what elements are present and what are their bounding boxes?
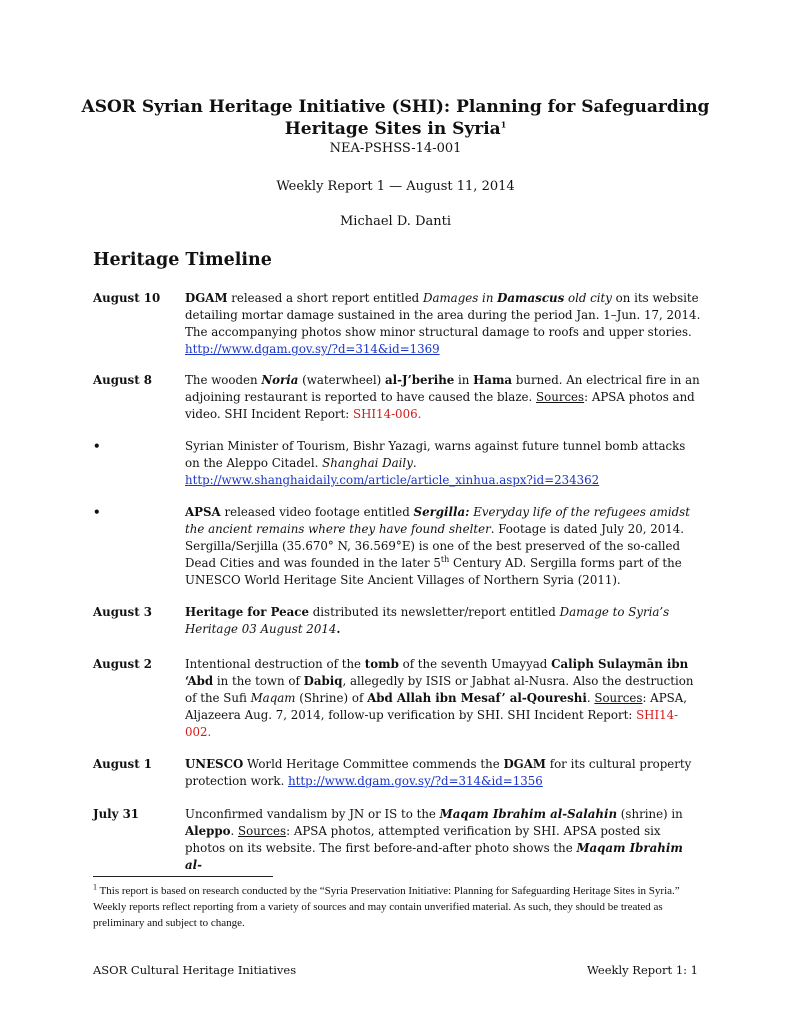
entry-text: Syrian Minister of Tourism, Bishr Yazagi, warns against future tunnel bomb attacks on the Aleppo Citadel. Shanghai Daily. http://www.shanghaidaily.com/article/article_xinhua.aspx?id=234362: [185, 439, 686, 487]
report-line: Weekly Report 1 — August 11, 2014: [276, 179, 515, 194]
entry-date: August 3: [93, 605, 152, 619]
entry-date: August 2: [93, 657, 152, 671]
grant-id: NEA-PSHSS-14-001: [329, 141, 462, 156]
entry-text: Heritage for Peace distributed its newsletter/report entitled Damage to Syria’s Heritage 03 August 2014.: [185, 605, 670, 636]
section-heading: Heritage Timeline: [93, 250, 272, 270]
entry-text: Intentional destruction of the tomb of the seventh Umayyad Caliph Sulaymān ibn ‘Abd in the town of Dabiq, allegedly by ISIS or Jabhat al-Nusra. Also the destruction of the Sufi Maqam (Shrine) of Abd Allah ibn Mesaf’ al-Qoureshi. Sources: APSA, Aljazeera Aug. 7, 2014, follow-up verification by SHI. SHI Incident Report: SHI14-002.: [185, 657, 694, 739]
entry-date: August 10: [93, 291, 161, 305]
entry-date: August 8: [93, 373, 152, 387]
entry-date: August 1: [93, 757, 152, 771]
entry-text: The wooden Noria (waterwheel) al-J’berihe in Hama burned. An electrical fire in an adjoining restaurant is reported to have caused the blaze. Sources: APSA photos and video. SHI Incident Report: SHI14-006.: [185, 373, 700, 421]
incident-report-link[interactable]: SHI14-002.: [185, 708, 679, 739]
entry-text: Unconfirmed vandalism by JN or IS to the Maqam Ibrahim al-Salahin (shrine) in Aleppo. Sources: APSA photos, attempted verification by SHI. APSA posted six photos on its website. The first before-and-after photo shows the Maqam Ibrahim al-: [185, 807, 683, 872]
entry-text: APSA released video footage entitled Sergilla: Everyday life of the refugees amidst the ancient remains where they have found shelter. Footage is dated July 20, 2014. Sergilla/Serjilla (35.670° N, 36.569°E) is one of the best preserved of the so-called Dead Cities and was founded in the later 5th Century AD. Sergilla forms part of the UNESCO World Heritage Site Ancient Villages of Northern Syria (2011).: [185, 505, 690, 587]
source-link[interactable]: http://www.dgam.gov.sy/?d=314&id=1369: [185, 342, 440, 356]
footnote: $^1$ This report is based on research conducted by the “Syria Preservation Initiative: Planning for Safeguarding Heritage Sites in Syria.” Weekly reports reflect reporting from a variety of sources and may contain unverified material. As such, they should be treated as preliminary and subject to change.: [93, 882, 680, 929]
source-link[interactable]: http://www.dgam.gov.sy/?d=314&id=1356: [288, 774, 543, 788]
entry-date: July 31: [93, 807, 140, 821]
report-title: ASOR Syrian Heritage Initiative (SHI): Planning for Safeguarding Heritage Sites in Syria$^1$: [81, 97, 710, 139]
entry-text: UNESCO World Heritage Committee commends the DGAM for its cultural property protection work. http://www.dgam.gov.sy/?d=314&id=1356: [185, 757, 692, 788]
bullet: •: [93, 505, 101, 519]
entry-text: DGAM released a short report entitled Damages in Damascus old city on its website detailing mortar damage sustained in the area during the period Jan. 1–Jun. 17, 2014. The accompanying photos show minor structural damage to roofs and upper stories. http://www.dgam.gov.sy/?d=314&id=1369: [185, 291, 701, 356]
footnote-ref[interactable]: 1: [500, 119, 507, 130]
source-link[interactable]: http://www.shanghaidaily.com/article/article_xinhua.aspx?id=234362: [185, 473, 600, 487]
footnote-marker: 1: [93, 882, 97, 892]
footnote-divider: [93, 876, 273, 877]
bullet: •: [93, 439, 101, 453]
incident-report-link[interactable]: SHI14-006.: [353, 407, 422, 421]
footer-page-number: Weekly Report 1: 1: [587, 963, 698, 977]
author: Michael D. Danti: [339, 214, 451, 229]
footer-org: ASOR Cultural Heritage Initiatives: [93, 963, 297, 977]
